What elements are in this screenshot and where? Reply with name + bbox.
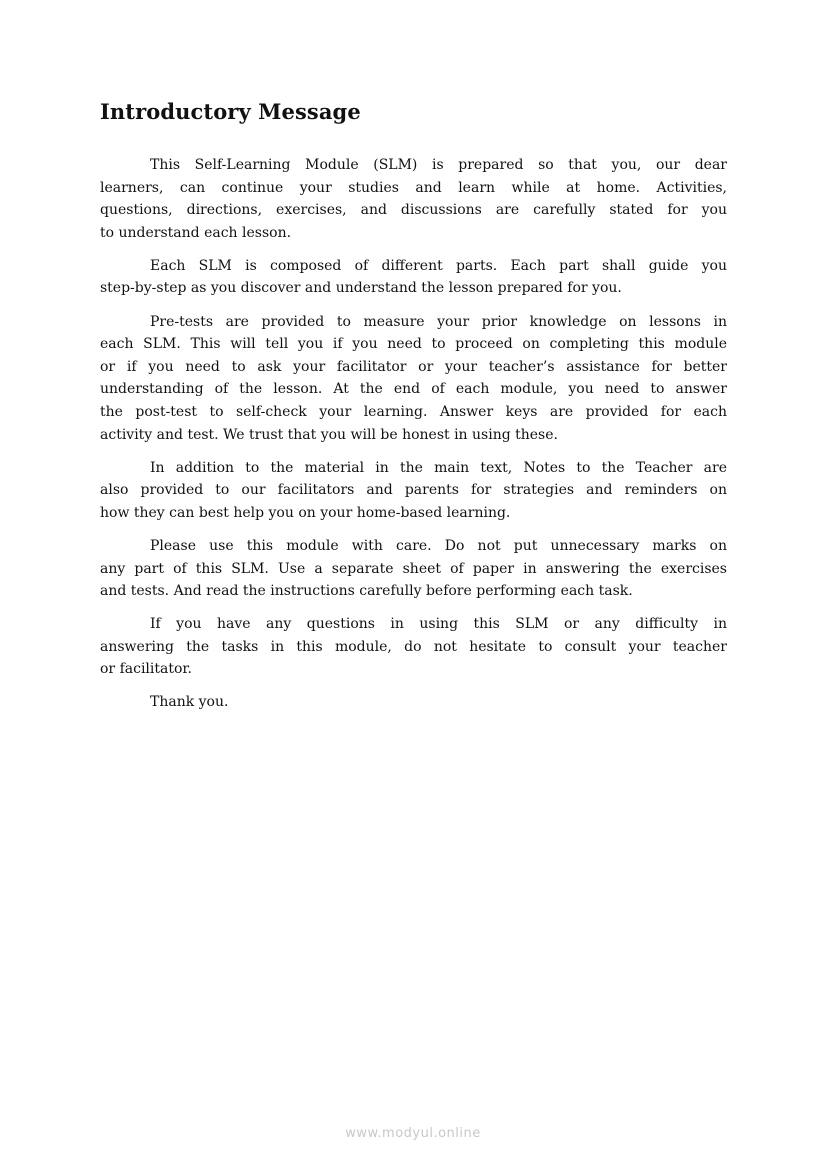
text-line: This Self-Learning Module (SLM) is prepared so that you, our dear bbox=[150, 157, 727, 173]
paragraph bbox=[100, 311, 727, 447]
paragraph bbox=[100, 535, 727, 603]
text-line: to understand each lesson. bbox=[100, 224, 292, 241]
page-title: Introductory Message bbox=[100, 99, 361, 124]
text-line: If you have any questions in using this SLM or any difficulty in bbox=[150, 616, 727, 633]
text-line: activity and test. We trust that you will be honest in using these. bbox=[100, 426, 558, 443]
text-line: learners, can continue your studies and learn while at home. Activities, bbox=[100, 179, 727, 196]
text-line: or facilitator. bbox=[100, 661, 193, 678]
body-text bbox=[100, 154, 727, 725]
text-line: each SLM. This will tell you if you need to proceed on completing this module bbox=[100, 336, 727, 353]
text-line: answering the tasks in this module, do not hesitate to consult your teacher bbox=[100, 638, 727, 655]
text-line: the post-test to self-check your learning. Answer keys are provided for each bbox=[100, 403, 727, 420]
text-line: Please use this module with care. Do not put unnecessary marks on bbox=[150, 537, 727, 554]
text-line: In addition to the material in the main text, Notes to the Teacher are bbox=[150, 459, 727, 476]
paragraph bbox=[100, 691, 727, 714]
text-line: Pre-tests are provided to measure your prior knowledge on lessons in bbox=[150, 313, 727, 330]
text-line: any part of this SLM. Use a separate sheet of paper in answering the exercises bbox=[100, 560, 727, 577]
text-line: step-by-step as you discover and understand the lesson prepared for you. bbox=[100, 280, 622, 297]
paragraph bbox=[100, 154, 727, 244]
paragraph bbox=[100, 255, 727, 300]
text-line: and tests. And read the instructions carefully before performing each task. bbox=[100, 583, 633, 600]
text-line: understanding of the lesson. At the end of each module, you need to answer bbox=[100, 381, 727, 398]
paragraph bbox=[100, 457, 727, 525]
text-line: also provided to our facilitators and parents for strategies and reminders on bbox=[100, 482, 727, 499]
watermark: www.modyul.online bbox=[345, 1126, 481, 1141]
text-line: questions, directions, exercises, and discussions are carefully stated for you bbox=[100, 202, 727, 219]
text-line: how they can best help you on your home-based learning. bbox=[100, 504, 511, 521]
text-line: Thank you. bbox=[150, 694, 229, 711]
text-line: or if you need to ask your facilitator or your teacher’s assistance for better bbox=[100, 358, 727, 375]
paragraph bbox=[100, 613, 727, 681]
text-line: Each SLM is composed of different parts. Each part shall guide you bbox=[150, 257, 727, 274]
